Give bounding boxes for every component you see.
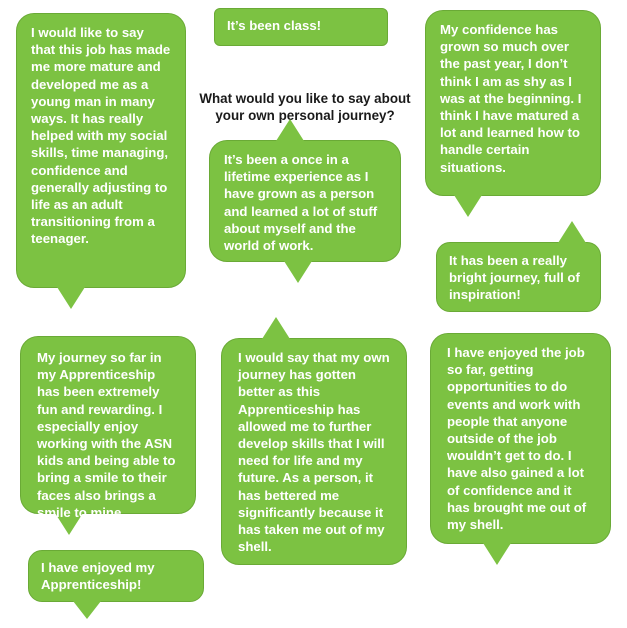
bubble-tail: [483, 543, 511, 565]
quote-bubble-class: [214, 8, 388, 46]
bubble-tail: [276, 119, 304, 141]
quote-text: It’s been class!: [227, 18, 322, 33]
quote-bubble-confidence: [425, 10, 601, 196]
quote-bubble-bright: [436, 242, 601, 312]
question-heading: What would you like to say about your own personal journey?: [199, 91, 411, 123]
quote-text: My confidence has grown so much over the past year, I don’t think I am as shy as I was at the beginning. I think I have matured a lot and learned how to handle certain situations.: [440, 22, 582, 175]
bubble-tail: [57, 287, 85, 309]
quote-bubble-asn-kids: [20, 336, 196, 520]
quote-bubble-lifetime: [209, 140, 401, 262]
quote-bubble-mature: [16, 13, 186, 288]
bubble-tail: [558, 221, 586, 243]
quote-text: I would like to say that this job has made me more mature and developed me as a young man in many ways. It has really helped with my social skills, time managing, confidence and generally adjusting to life as an adult transitioning from a teenager.: [31, 25, 171, 247]
quote-bubble-enjoyed-job: [430, 333, 611, 544]
quote-bubble-better-journey: [221, 338, 407, 565]
quote-text: I have enjoyed the job so far, getting opportunities to do events and work with people that anyone outside of the job wouldn’t get to do. I have also gained a lot of confidence and it has brought me out of my shell.: [447, 345, 587, 533]
quote-text: It’s been a once in a lifetime experience as I have grown as a person and learned a lot of stuff about myself and the world of work.: [224, 152, 378, 254]
quote-text: I have enjoyed my Apprenticeship!: [41, 560, 155, 593]
quote-text: I would say that my own journey has gotten better as this Apprenticeship has allowed me to further develop skills that I will need for life and my future. As a person, it has bettered me significantly because it has taken me out of my shell.: [238, 350, 390, 555]
quote-text: It has been a really bright journey, full of inspiration!: [449, 253, 580, 303]
bubble-tail: [262, 317, 290, 339]
quote-text: My journey so far in my Apprenticeship has been extremely fun and rewarding. I especially enjoy working with the ASN kids and being able to bring a smile to their faces also brings a smile to mine.: [37, 350, 176, 520]
bubble-tail: [454, 195, 482, 217]
bubble-tail: [284, 261, 312, 283]
bubble-tail: [73, 601, 101, 619]
quote-bubble-enjoyed-apprenticeship: [28, 550, 204, 602]
